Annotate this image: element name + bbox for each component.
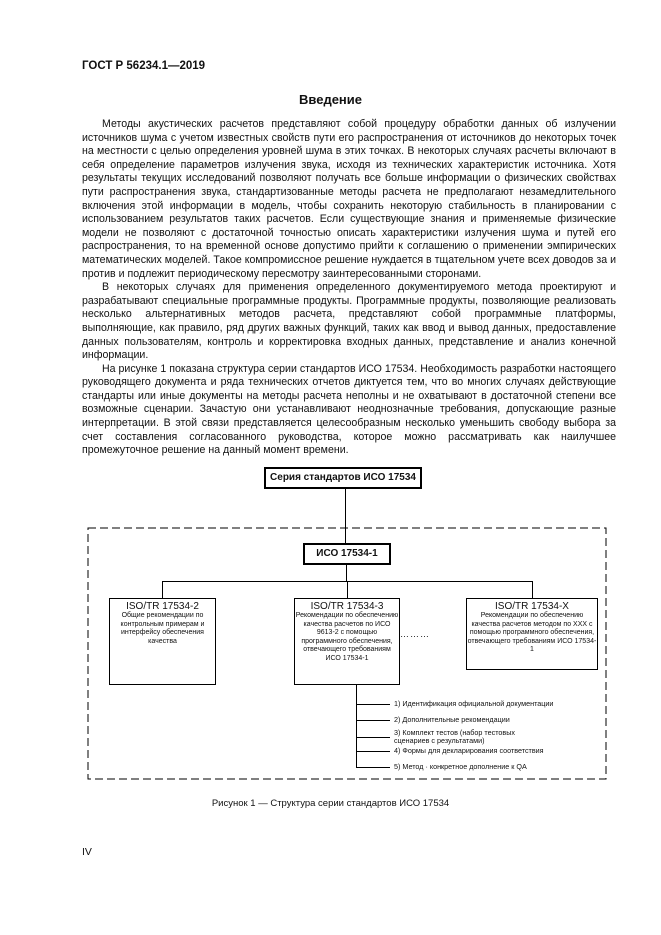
main-standard-label: ИСО 17534-1 [316, 548, 378, 559]
connector-line [346, 565, 347, 581]
connector-line [345, 489, 346, 543]
connector-line [347, 581, 348, 598]
technical-report-description: Рекомендации по обеспечению качества расчетов методом по XXX с помощью программного обеспечения, отвечающего требованиям ИСО 17534-1 [467, 612, 597, 654]
connector-line [532, 581, 533, 598]
connector-line [356, 751, 390, 752]
technical-report-box [466, 598, 598, 670]
list-item: 4) Формы для декларирования соответствия [394, 746, 544, 755]
document-header: ГОСТ Р 56234.1—2019 [82, 60, 206, 72]
technical-report-description: Рекомендации по обеспечению качества расчетов по ИСО 9613-2 с помощью программного обеспечения, отвечающего требованиям ИСО 17534-1 [295, 612, 399, 662]
series-box [264, 467, 422, 489]
figure-caption: Рисунок 1 — Структура серии стандартов ИСО 17534 [211, 798, 450, 809]
technical-report-title: ISO/TR 17534-3 [310, 601, 384, 612]
technical-report-box [109, 598, 216, 685]
paragraph: В некоторых случаях для применения определенного документируемого метода проектируют и разрабатывают специальные программные продукты. Программные продукты, позволяющие реализовать несколько альтернативных методов расчета, представляют собой программные платформы, выполняющие, как правило, ряд других важных функций, таких как ввод и вывод данных, предоставление данных пользователям, контроль и корректировка входных данных, представление и анализ конечной информации. [82, 281, 616, 362]
connector-line [356, 767, 390, 768]
technical-report-title: ISO/TR 17534-X [495, 601, 569, 612]
list-item: 2) Дополнительные рекомендации [394, 715, 510, 724]
ellipsis: ……… [400, 629, 430, 639]
main-standard-box [303, 543, 391, 565]
technical-report-box [294, 598, 400, 685]
list-item: 3) Комплект тестов (набор тестовых сценариев с результатами) [394, 728, 515, 746]
list-item: 5) Метод · конкретное дополнение к QA [394, 762, 527, 771]
connector-line [356, 737, 390, 738]
paragraph: Методы акустических расчетов представляют собой процедуру обработки данных об излучении источников шума с учетом известных свойств пути его распространения от источников до некоторых точек на местности с целью определения уровней шума в этих точках. В некоторых случаях расчеты включают в себя определение параметров излучения звука, исходя из технических характеристик источника. Хотя результаты текущих исследований позволяют получать все больше информации о физических свойствах пути распространения звука, стандартизованные методы расчета не предполагают незамедлительного включения этой информации в модель, чтобы сохранить некоторую стабильность в планировании с использованием результатов таких расчетов. Если существующие знания и применяемые физические модели не позволяют с достаточной точностью описать характеристики излучения шума и путей его распространения, то на временной основе допустимо прийти к соглашению о применении эмпирических математических моделей. Такое компромиссное решение нуждается в тщательном учете всех доводов за и против и подлежит периодическому пересмотру заинтересованными сторонами. [82, 118, 616, 280]
connector-line [162, 581, 163, 598]
section-title: Введение [299, 92, 362, 107]
page-number: IV [82, 846, 92, 858]
technical-report-title: ISO/TR 17534-2 [126, 601, 199, 612]
connector-line [356, 685, 357, 767]
connector-line [356, 720, 390, 721]
series-label: Серия стандартов ИСО 17534 [270, 472, 416, 483]
technical-report-description: Общие рекомендации по контрольным примерам и интерфейсу обеспечения качества [120, 612, 205, 645]
list-item: 1) Идентификация официальной документации [394, 699, 554, 708]
paragraph: На рисунке 1 показана структура серии стандартов ИСО 17534. Необходимость разработки настоящего руководящего документа и ряда технических отчетов диктуется тем, что во многих случаях действующие стандарты или иные документы на методы расчета неполны и не охватывают в достаточной степени все возможные сценарии. Зачастую они устанавливают неоднозначные требования, допускающие разные интерпретации. В этой связи представляется целесообразным несколько уменьшить свободу выбора за счет составления согласованного руководства, которое можно рассматривать как наилучшее промежуточное решение на данный момент времени. [82, 362, 616, 457]
connector-line [356, 704, 390, 705]
